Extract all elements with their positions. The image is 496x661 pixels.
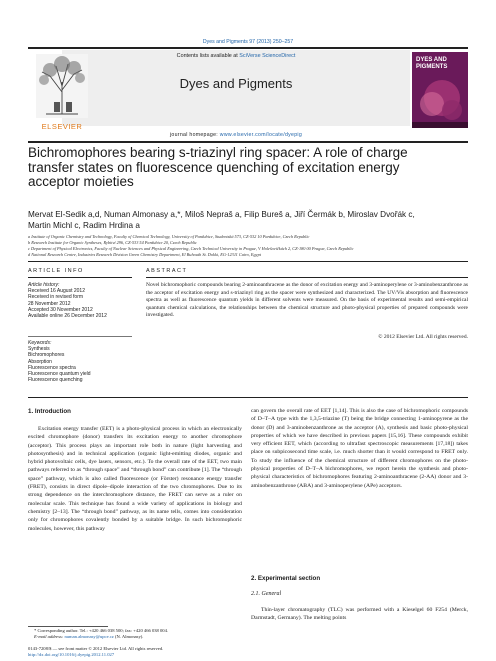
journal-citation: Dyes and Pigments 97 (2013) 250–257 xyxy=(202,39,294,45)
footnote-rule xyxy=(28,626,108,627)
experimental-paragraph: Thin-layer chromatography (TLC) was performed with a Kieselgel 60 F254 (Merck, Darmstadt, Germany). The melting points xyxy=(251,607,468,622)
affiliation-d: d National Research Centre, Industries Research Division Green Chemistry Department, El Buhouth St. Dokki, EG-12311 Cairo, Egypt xyxy=(28,252,261,257)
keyword-item: Fluorescence quantum yield xyxy=(28,371,91,378)
header-bottom-rule xyxy=(28,141,468,143)
affiliation-c: c Department of Physical Electronics, Faculty of Nuclear Sciences and Physical Engineering, Czech Technical University in Prague, V Holešovičkách 2, CZ-180 00 Prague, Czech Republic xyxy=(28,246,354,251)
homepage-line xyxy=(62,132,410,138)
publication-footer xyxy=(28,646,288,659)
history-item: Received 16 August 2012 xyxy=(28,288,85,295)
history-item: Received in revised form xyxy=(28,294,84,301)
affiliation-a: a Institute of Organic Chemistry and Technology, Faculty of Chemical Technology, University of Pardubice, Studentská 573, CZ-532 10 Pardubice, Czech Republic xyxy=(28,234,310,239)
affiliation-b: b Research Institute for Organic Syntheses, Rybitví 296, CZ-533 54 Pardubice 20, Czech Republic xyxy=(28,240,197,245)
section-2-heading: 2. Experimental section xyxy=(251,575,321,582)
keyword-item: Fluorescence quenching xyxy=(28,377,83,384)
journal-homepage-link[interactable]: www.elsevier.com/locate/dyepig xyxy=(219,132,303,138)
keyword-item: Synthesis xyxy=(28,346,50,353)
subsection-2-1-heading: 2.1. General xyxy=(251,591,282,597)
paper-title: Bichromophores bearing s-triazinyl ring spacer: A role of charge transfer states on fluorescence quenching of excitation energy acceptor moieties xyxy=(28,145,408,189)
history-label: Article history: xyxy=(28,282,60,288)
abstract-text: Novel bichromophoric compounds bearing 2-aminoanthracene as the donor of excitation energy and 3-aminoperylene or 3-aminobenzanthrone as the acceptor of excitation energy and s-triazinyl ring as the spacer were synthesized and characterized. The UV/Vis absorption and fluorescence spectra as well as fluorescence quantum yields in different solvents were measured. On the basis of experimental results and semi-empirical quantum chemical calculations, the relationships between the chemical structure and photo-physical properties of prepared compounds were investigated. xyxy=(146,282,468,319)
keyword-item: Absorption xyxy=(28,358,52,365)
article-info-rule xyxy=(28,277,132,278)
email-label: E-mail address: xyxy=(34,634,65,640)
keyword-item: Fluorescence spectra xyxy=(28,364,76,371)
history-item: Accepted 30 November 2012 xyxy=(28,306,93,313)
elsevier-tree-logo xyxy=(30,52,94,130)
keywords-label: Keywords: xyxy=(28,340,52,346)
corresponding-author-note xyxy=(34,628,244,641)
affiliations-rule xyxy=(28,261,468,262)
author-email-link[interactable]: numan.almonasy@upce.cz xyxy=(64,634,114,640)
keywords-block xyxy=(28,340,138,383)
cover-title: DYES AND PIGMENTS xyxy=(416,57,448,70)
abstract-heading: ABSTRACT xyxy=(146,268,188,274)
homepage-prefix: journal homepage: xyxy=(169,132,220,138)
history-item: Available online 26 December 2012 xyxy=(28,313,107,320)
contents-line xyxy=(62,53,410,59)
section-1-heading: 1. Introduction xyxy=(28,408,71,415)
authors-line-1: Mervat El-Sedik a,d, Numan Almonasy a,*, Miloš Nepraš a, Filip Bureš a, Jiří Čermák b, Miroslav Dvořák c, xyxy=(28,210,415,219)
article-history xyxy=(28,282,138,319)
journal-title: Dyes and Pigments xyxy=(179,76,293,91)
header-top-rule xyxy=(28,47,468,49)
copyright-notice: © 2012 Elsevier Ltd. All rights reserved. xyxy=(378,334,468,340)
contents-prefix: Contents lists available at xyxy=(176,53,240,59)
author-list xyxy=(28,209,468,231)
intro-paragraph-left: Excitation energy transfer (EET) is a photo-physical process in which an electronically excited chromophore (donor) transfers its excitation energy to another chromophore (acceptor). This process plays an important role both in nature (light harvesting and photosynthesis) and in technical application (organic light-emitting diodes, organic and hybrid photovoltaic cells, dye lasers, sensors, etc.). To the overall rate of the EET, two main pathways referred to as “through space” and “through bond” can contribute [1]. The “through space” pathway, which is also called fluorescence (or Förster) resonance energy transfer (FRET), consists in direct dipole–dipole interaction of the two chromophores. Due to its strong dependence on the interchromophore distance, the FRET can serve as a ruler on molecular scale. This technique has found a wide variety of applications in biology and chemistry [2–13]. The “through bond” pathway, as its name tells, comes into consideration only for chromophores covalently bonded by a suitable bridge. In such bichromophoric molecules, however, this pathway xyxy=(28,426,242,532)
keyword-item: Bichromophores xyxy=(28,352,65,359)
history-item: 28 November 2012 xyxy=(28,300,71,307)
journal-cover-image xyxy=(412,52,468,128)
doi-link[interactable]: http://dx.doi.org/10.1016/j.dyepig.2012.11.027 xyxy=(28,652,115,658)
article-info-heading: ARTICLE INFO xyxy=(28,268,84,274)
sciencedirect-link[interactable]: SciVerse ScienceDirect xyxy=(239,53,296,59)
issn-line: 0143-7208/$ — see front matter © 2012 Elsevier Ltd. All rights reserved. xyxy=(28,646,164,651)
authors-line-2: Martin Michl c, Radim Hrdina a xyxy=(28,221,140,230)
abstract-rule xyxy=(146,277,468,278)
email-suffix: (N. Almonasy). xyxy=(113,634,144,640)
intro-paragraph-right: can govern the overall rate of EET [1,14]. This is also the case of bichromophoric compounds of D–T–A type with the 1,3,5-triazine (T) being the bridge connecting 1-aminopyrene as the donor (D) and 3-aminobenzanthrone as the acceptor (A), synthesis and basic photo-physical properties of which we have described in previous papers [15,16]. These compounds exhibit very efficient EET, which (according to ultrafast spectroscopic measurements [17,18]) takes place on subpicosecond time scale, i.e. much shorter than it would correspond to FRET only. To study the influence of the chemical structure of different chromophores on the photo-physical properties of D–T–A bichromophores, we report herein the synthesis and photo-physical characteristics of bichromophores featuring 2-aminoanthracene (2-AA) donor and 3-aminobenzanthrone (ABA) and 3-aminoperylene (APe) acceptors. xyxy=(251,408,468,489)
elsevier-wordmark: ELSEVIER xyxy=(41,122,83,131)
abstract-bottom-rule xyxy=(28,397,468,398)
email-line xyxy=(34,634,244,640)
keywords-divider xyxy=(28,336,132,337)
corresponding-author-contact: * Corresponding author. Tel.: +420 466 038 500; fax: +420 466 038 004. xyxy=(34,628,169,633)
